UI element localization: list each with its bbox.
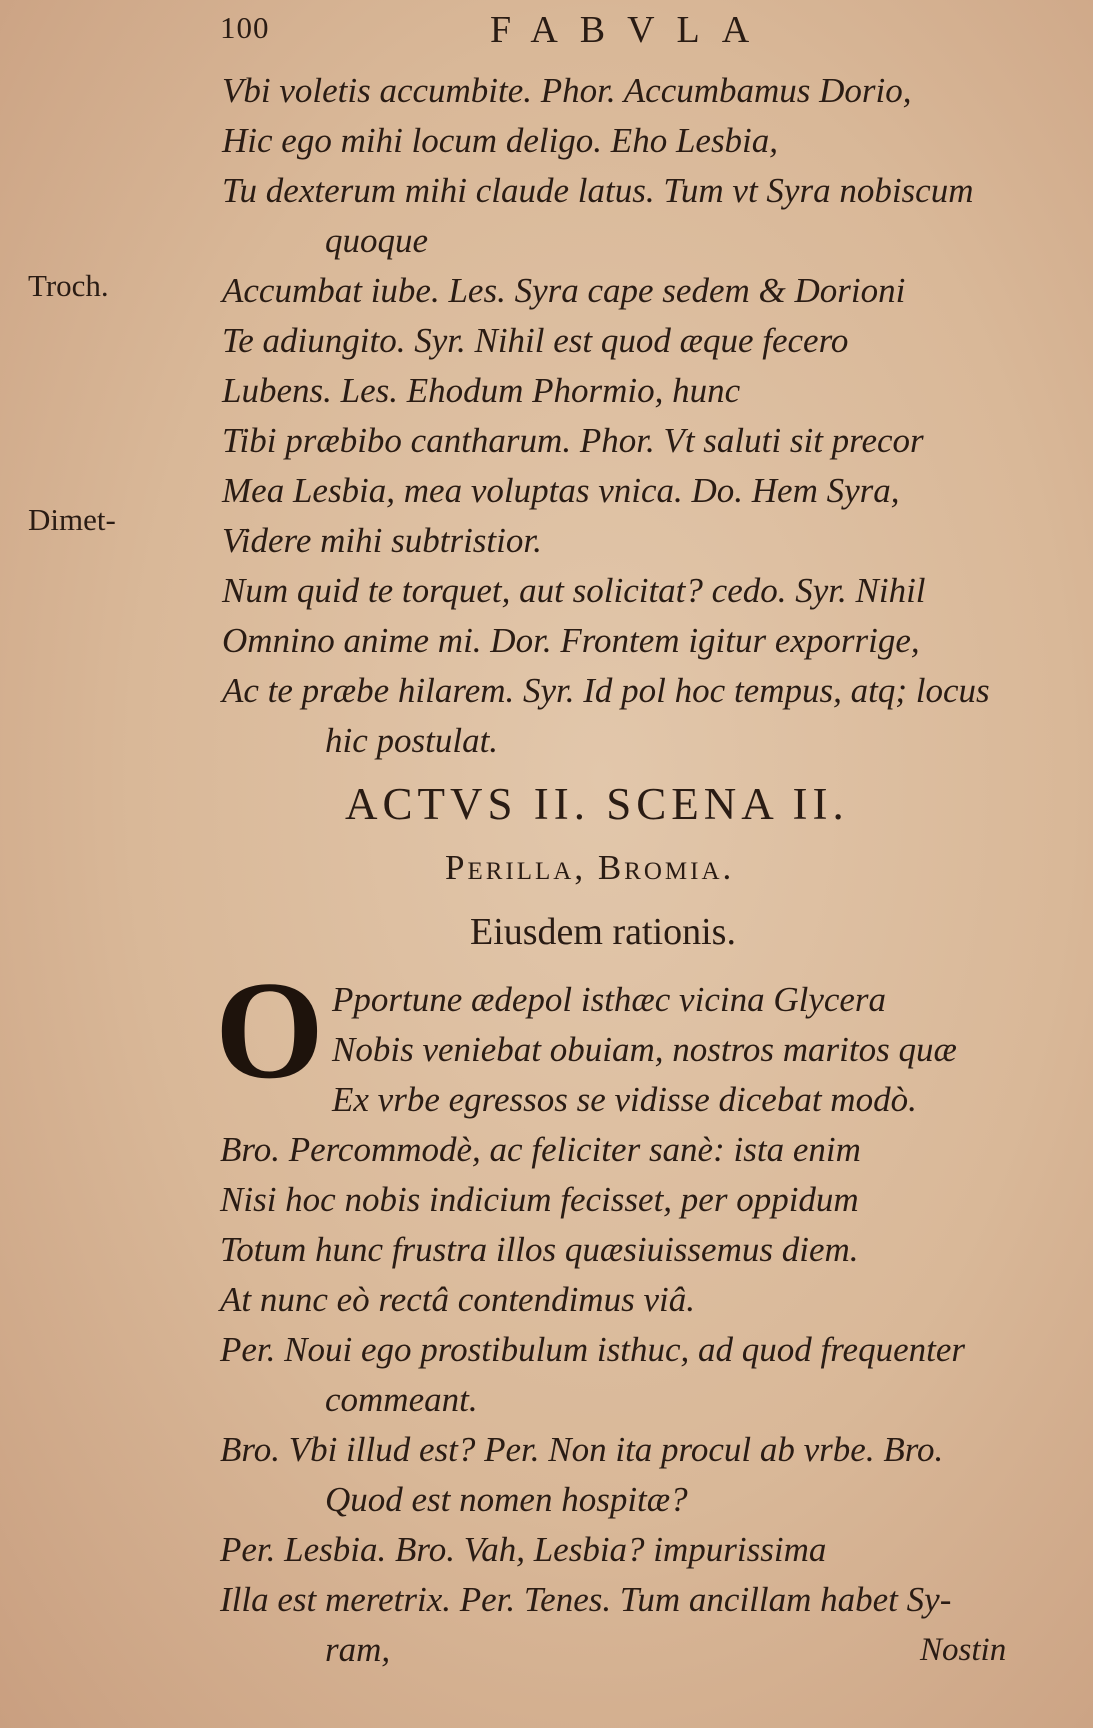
verse-line: Omnino anime mi. Dor. Frontem igitur exporrige, — [222, 621, 920, 660]
verse-line: commeant. — [325, 1380, 478, 1419]
act-scene-heading: ACTVS II. SCENA II. — [345, 779, 849, 829]
verse-line: At nunc eò rectâ contendimus viâ. — [220, 1280, 695, 1319]
running-head: FABVLA — [490, 9, 772, 51]
verse-line: Mea Lesbia, mea voluptas vnica. Do. Hem Syra, — [222, 471, 900, 510]
scene-meter-note: Eiusdem rationis. — [470, 911, 736, 953]
drop-cap: O — [215, 953, 324, 1108]
verse-line: Bro. Vbi illud est? Per. Non ita procul ab vrbe. Bro. — [220, 1430, 944, 1469]
verse-line: Te adiungito. Syr. Nihil est quod æque fecero — [222, 321, 849, 360]
verse-line: Illa est meretrix. Per. Tenes. Tum ancillam habet Sy- — [220, 1580, 952, 1619]
page-number: 100 — [220, 10, 270, 45]
verse-line: Tibi præbibo cantharum. Phor. Vt saluti sit precor — [222, 421, 924, 460]
verse-line: Per. Noui ego prostibulum isthuc, ad quod frequenter — [220, 1330, 965, 1369]
verse-line: Ac te præbe hilarem. Syr. Id pol hoc tempus, atq; locus — [222, 671, 990, 710]
verse-line: Totum hunc frustra illos quæsiuissemus diem. — [220, 1230, 859, 1269]
verse-line: Nisi hoc nobis indicium fecisset, per oppidum — [220, 1180, 859, 1219]
verse-line: Pportune ædepol isthæc vicina Glycera — [332, 980, 887, 1019]
margin-note-troch: Troch. — [28, 268, 109, 303]
catchword: Nostin — [920, 1632, 1007, 1668]
verse-line: Videre mihi subtristior. — [222, 521, 542, 560]
verse-line: Nobis veniebat obuiam, nostros maritos quæ — [332, 1030, 957, 1069]
verse-line: Num quid te torquet, aut solicitat? cedo. Syr. Nihil — [222, 571, 926, 610]
verse-line: quoque — [325, 221, 429, 260]
scene-persons: Perilla, Bromia. — [445, 848, 735, 887]
verse-line: Accumbat iube. Les. Syra cape sedem & Dorioni — [222, 271, 906, 310]
verse-line: Tu dexterum mihi claude latus. Tum vt Syra nobiscum — [222, 171, 974, 210]
margin-note-dimet: Dimet- — [28, 502, 116, 537]
verse-line: hic postulat. — [325, 721, 499, 760]
page-header — [220, 10, 780, 50]
verse-line: ram, — [325, 1630, 391, 1669]
verse-line: Per. Lesbia. Bro. Vah, Lesbia? impurissima — [220, 1530, 827, 1569]
verse-line: Ex vrbe egressos se vidisse dicebat modò. — [332, 1080, 917, 1119]
verse-line: Bro. Percommodè, ac feliciter sanè: ista enim — [220, 1130, 861, 1169]
verse-line: Quod est nomen hospitæ? — [325, 1480, 688, 1519]
verse-line: Vbi voletis accumbite. Phor. Accumbamus Dorio, — [222, 71, 912, 110]
verse-line: Lubens. Les. Ehodum Phormio, hunc — [222, 371, 741, 410]
verse-line: Hic ego mihi locum deligo. Eho Lesbia, — [222, 121, 779, 160]
